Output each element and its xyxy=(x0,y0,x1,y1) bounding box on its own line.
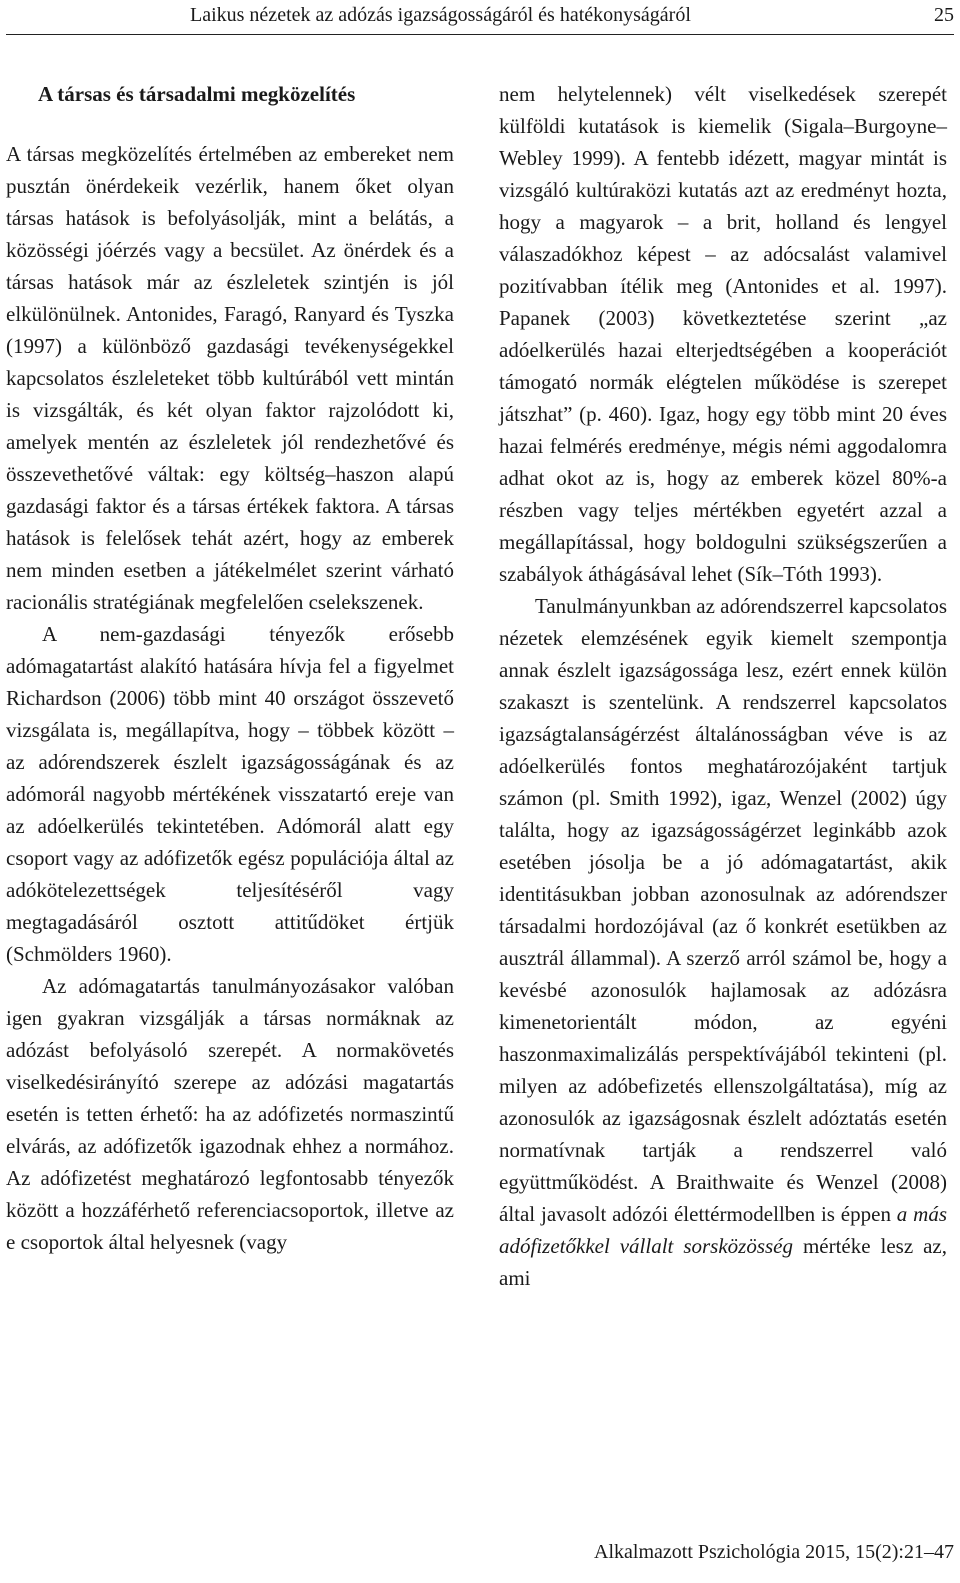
paragraph-text: mértéke lesz az, ami xyxy=(499,1234,947,1290)
paragraph: nem helytelennek) vélt viselkedések szerepét külföldi kutatások is kiemelik (Sigala–Burgoyne–Webley 1999). A fentebb idézett, magyar mintát is vizsgáló kultúraközi kutatás azt az eredményt hozta, hogy a magyarok – a brit, holland és lengyel válaszadókhoz képest – az adócsalást valamivel pozitívabban ítélik meg (Antonides et al. 1997). Papanek (2003) következtetése szerint „az adóelkerülés hazai elterjedtségében a kooperációt támogató normák elégtelen működése is szerepet játszhat” (p. 460). Igaz, hogy egy több mint 20 éves hazai felmérés eredménye, mégis némi aggodalomra adhat okot az is, hogy az emberek közel 80%-a részben vagy teljes mértékben egyetért azzal a megállapítással, hogy boldogulni szükségszerűen a szabályok áthágásával lehet (Sík–Tóth 1993). xyxy=(499,82,947,586)
paragraph-text: Tanulmányunkban az adórendszerrel kapcsolatos nézetek elemzésének egyik kiemelt szempontja annak észlelt igazságossága lesz, ezért ennek külön szakaszt is szentelünk. A rendszerrel kapcsolatos igazságtalanságérzést általánosságban véve is az adóelkerülés fontos meghatározójaként tartjuk számon (pl. Smith 1992), igaz, Wenzel (2002) úgy találta, hogy az igazságosságérzet leginkább azok esetében jósolja be a jó adómagatartást, akik identitásukban jobban azonosulnak az adórendszer társadalmi hordozójával (az ő konkrét esetükben az ausztrál állammal). A szerző arról számol be, hogy a kevésbé azonosulók hajlamosak az adózásra kimenetorientált módon, az egyéni haszonmaximalizálás perspektívájából tekinteni (pl. milyen az adóbefizetés ellenszolgáltatása), míg az azonosulók az igazságosnak észlelt adóztatás esetén normatívnak tartják a rendszerrel való együttműködést. A Braithwaite és Wenzel (2008) által javasolt adózói élettérmodellben is éppen xyxy=(499,594,947,1226)
paragraph xyxy=(499,590,947,1294)
section-title: A társas és társadalmi megközelítés xyxy=(38,82,356,106)
paragraph: Az adómagatartás tanulmányozásakor valóban igen gyakran vizsgálják a társas normáknak az adózást befolyásoló szerepét. A normakövetés viselkedésirányító szerepe az adózási magatartás esetén is tetten érhető: ha az adófizetés normaszintű elvárás, az adófizetők igazodnak ehhez a normához. Az adófizetést meghatározó legfontosabb tényezők között a hozzáférhető referenciacsoportok, illetve az e csoportok által helyesnek (vagy xyxy=(6,974,454,1254)
page-number: 25 xyxy=(934,4,954,26)
running-title: Laikus nézetek az adózás igazságosságáról és hatékonyságáról xyxy=(190,4,691,26)
journal-footer: Alkalmazott Pszichológia 2015, 15(2):21–47 xyxy=(594,1541,954,1563)
right-column xyxy=(499,78,947,1294)
emphasized-text: a más adófizetőkkel vállalt sorsközösség xyxy=(499,1202,947,1258)
left-column xyxy=(6,78,454,1258)
paragraph: A nem-gazdasági tényezők erősebb adómagatartást alakító hatására hívja fel a figyelmet Richardson (2006) több mint 40 országot összevető vizsgálata is, megállapítva, hogy – többek között – az adórendszerek észlelt igazságosságának és az adómorál nagyobb mértékének visszatartó ereje van az adóelkerülés tekintetében. Adómorál alatt egy csoport vagy az adófizetők egész populációja által az adókötelezettségek teljesítéséről vagy megtagadásáról osztott attitűdöket értjük (Schmölders 1960). xyxy=(6,622,454,966)
paragraph: A társas megközelítés értelmében az embereket nem pusztán önérdekeik vezérlik, hanem őket olyan társas hatások is befolyásolják, mint a belátás, a közösségi jóérzés vagy a becsület. Az önérdek és a társas hatások már az észleletek szintjén is jól elkülönülnek. Antonides, Faragó, Ranyard és Tyszka (1997) a különböző gazdasági tevékenységekkel kapcsolatos észleleteket több kultúrából vett mintán is vizsgálták, és két olyan faktor rajzolódott ki, amelyek mentén az észleletek jól rendezhetővé és összevethetővé váltak: egy költség–haszon alapú gazdasági faktor és a társas értékek faktora. A társas hatások is felelősek tehát azért, hogy az emberek nem minden esetben a játékelmélet szerint várható racionális stratégiának megfelelően cselekszenek. xyxy=(6,142,454,614)
running-header xyxy=(6,0,954,35)
